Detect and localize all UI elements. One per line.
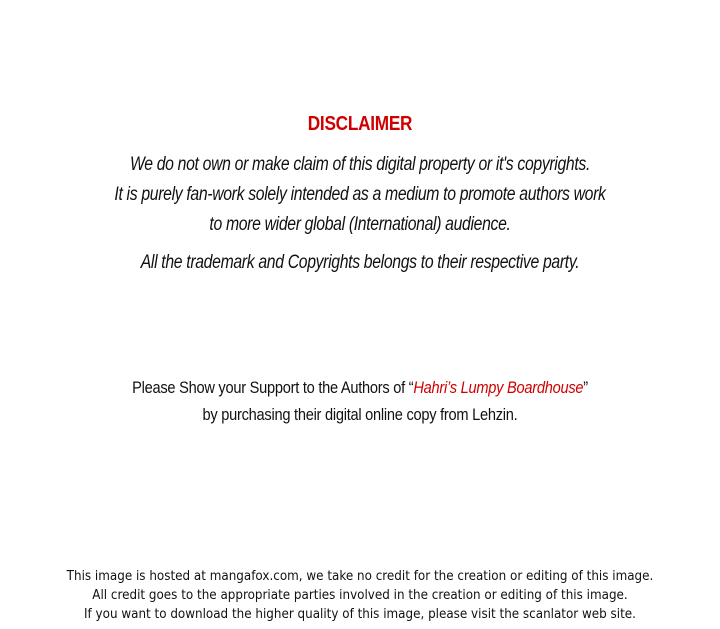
credit-parties-line: All credit goes to the appropriate parties involved in the creation or editing of this image. (92, 588, 628, 603)
disclaimer-line-fan-work: It is purely fan-work solely intended as a medium to promote authors work (114, 184, 606, 205)
support-suffix-text: ” (583, 378, 588, 397)
series-title: Hahri’s Lumpy Boardhouse (413, 378, 584, 397)
disclaimer-line-copyright-claim: We do not own or make claim of this digital property or it's copyrights. (129, 154, 591, 175)
credit-download-line: If you want to download the higher quality of this image, please visit the scanlator web site. (84, 607, 636, 622)
credit-hosted-line: This image is hosted at mangafox.com, we take no credit for the creation or editing of this image. (66, 569, 654, 584)
support-authors-line (50, 378, 669, 398)
disclaimer-line-audience: to more wider global (International) audience. (209, 214, 511, 235)
disclaimer-title: DISCLAIMER (307, 113, 413, 135)
support-prefix-text: Please Show your Support to the Authors of “ (132, 378, 414, 397)
disclaimer-line-trademark: All the trademark and Copyrights belongs to their respective party. (140, 252, 580, 273)
support-purchase-line: by purchasing their digital online copy from Lehzin. (202, 405, 518, 424)
